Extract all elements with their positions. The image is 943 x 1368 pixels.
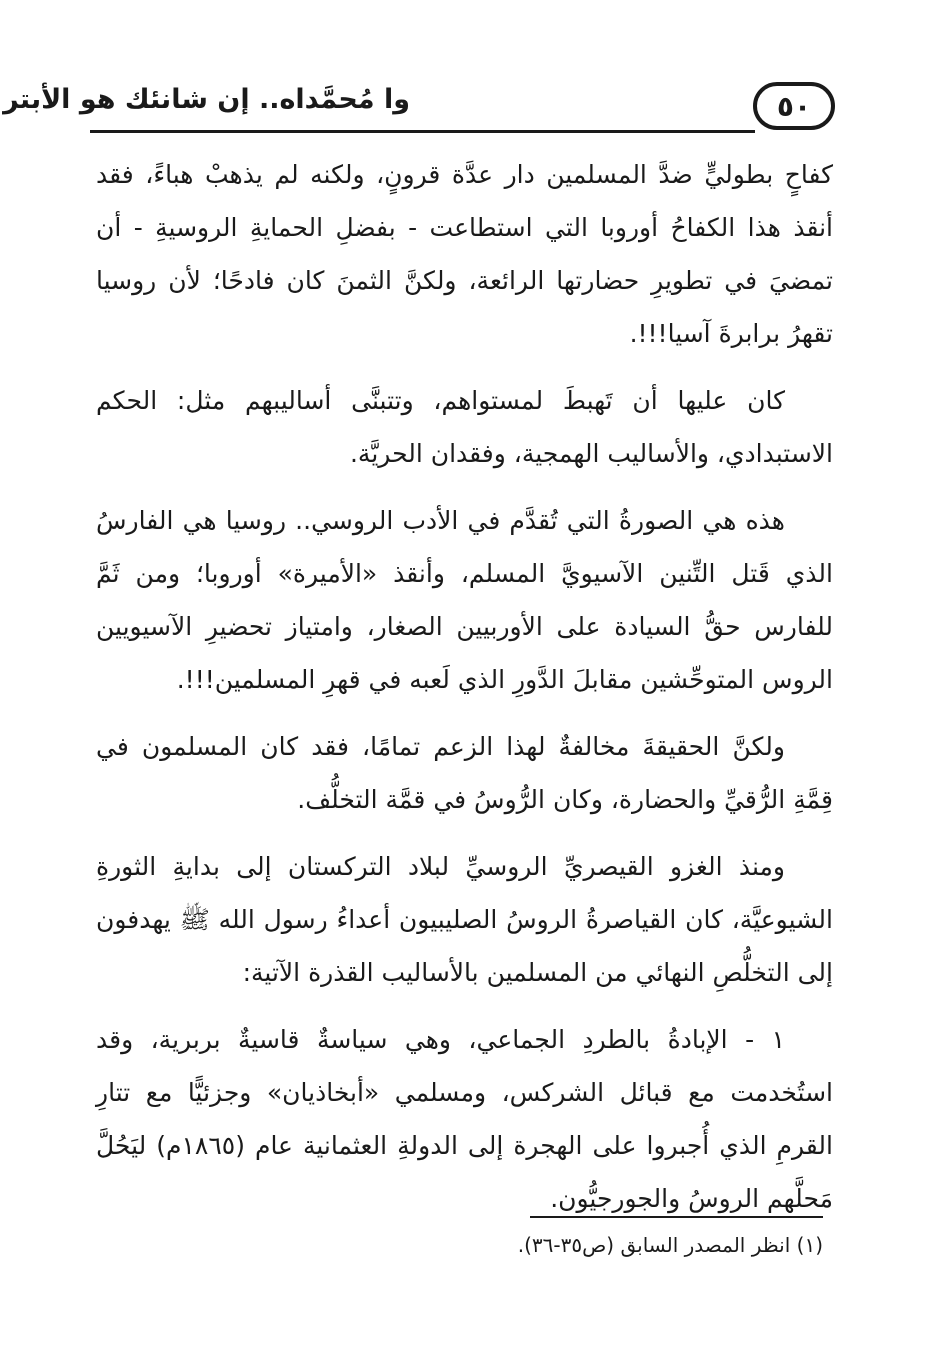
paragraph: ١ - الإبادةُ بالطردِ الجماعي، وهي سياسةٌ قاسيةٌ بربرية، وقد استُخدمت مع قبائل الشركس، ومسلمي «أبخاذيان» وجزئيًّا مع تتارِ القرمِ الذي أُجبروا على الهجرة إلى الدولةِ العثمانية عام (١٨٦٥م) ليَحُلَّ مَحلَّهم الروسُ والجورجيُّون.: [96, 1025, 833, 1213]
header-divider: [90, 130, 755, 133]
paragraph: كان عليها أن تَهبطَ لمستواهم، وتتبنَّى أساليبهم مثل: الحكم الاستبدادي، والأساليب الهمجية، وفقدان الحريَّة.: [96, 386, 833, 468]
page-number: ٥٠: [753, 82, 835, 130]
paragraph: ولكنَّ الحقيقةَ مخالفةٌ لهذا الزعم تمامًا، فقد كان المسلمون في قِمَّةِ الرُّقيِّ والحضارة، وكان الرُّوسُ في قمَّة التخلُّف.: [96, 732, 833, 814]
paragraph: ومنذ الغزو القيصريِّ الروسيِّ لبلاد التركستان إلى بدايةِ الثورةِ الشيوعيَّة، كان القياصرةُ الروسُ الصليبيون أعداءُ رسول الله ﷺ يهدفون إلى التخلُّصِ النهائي من المسلمين بالأساليب القذرة الآتية:: [96, 852, 833, 987]
paragraph: هذه هي الصورةُ التي تُقدَّم في الأدب الروسي.. روسيا هي الفارسُ الذي قَتل التِّنين الآسيويَّ المسلم، وأنقذ «الأميرة» أوروبا؛ ومن ثَمَّ للفارس حقُّ السيادة على الأوربيين الصغار، وامتياز تحضيرِ الآسيويين الروس المتوحِّشين مقابلَ الدَّورِ الذي لَعبه في قهرِ المسلمين!!!.: [96, 506, 833, 694]
page-header: [3, 60, 835, 140]
footnote-divider: [530, 1216, 823, 1218]
paragraph: كفاحٍ بطوليٍّ ضدَّ المسلمين دار عدَّة قرونٍ، ولكنه لم يذهبْ هباءً، فقد أنقذ هذا الكفاحُ أوروبا التي استطاعت - بفضلِ الحمايةِ الروسيةِ - أن تمضيَ في تطويرِ حضارتها الرائعة، ولكنَّ الثمنَ كان فادحًا؛ لأن روسيا تقهرُ برابرةَ آسيا!!!.: [96, 160, 833, 348]
body-text: [96, 148, 833, 1239]
footnote: (١) انظر المصدر السابق (ص٣٥-٣٦).: [517, 1233, 823, 1257]
running-title: وا مُحمَّداه.. إن شانئك هو الأبتر: [3, 84, 410, 115]
